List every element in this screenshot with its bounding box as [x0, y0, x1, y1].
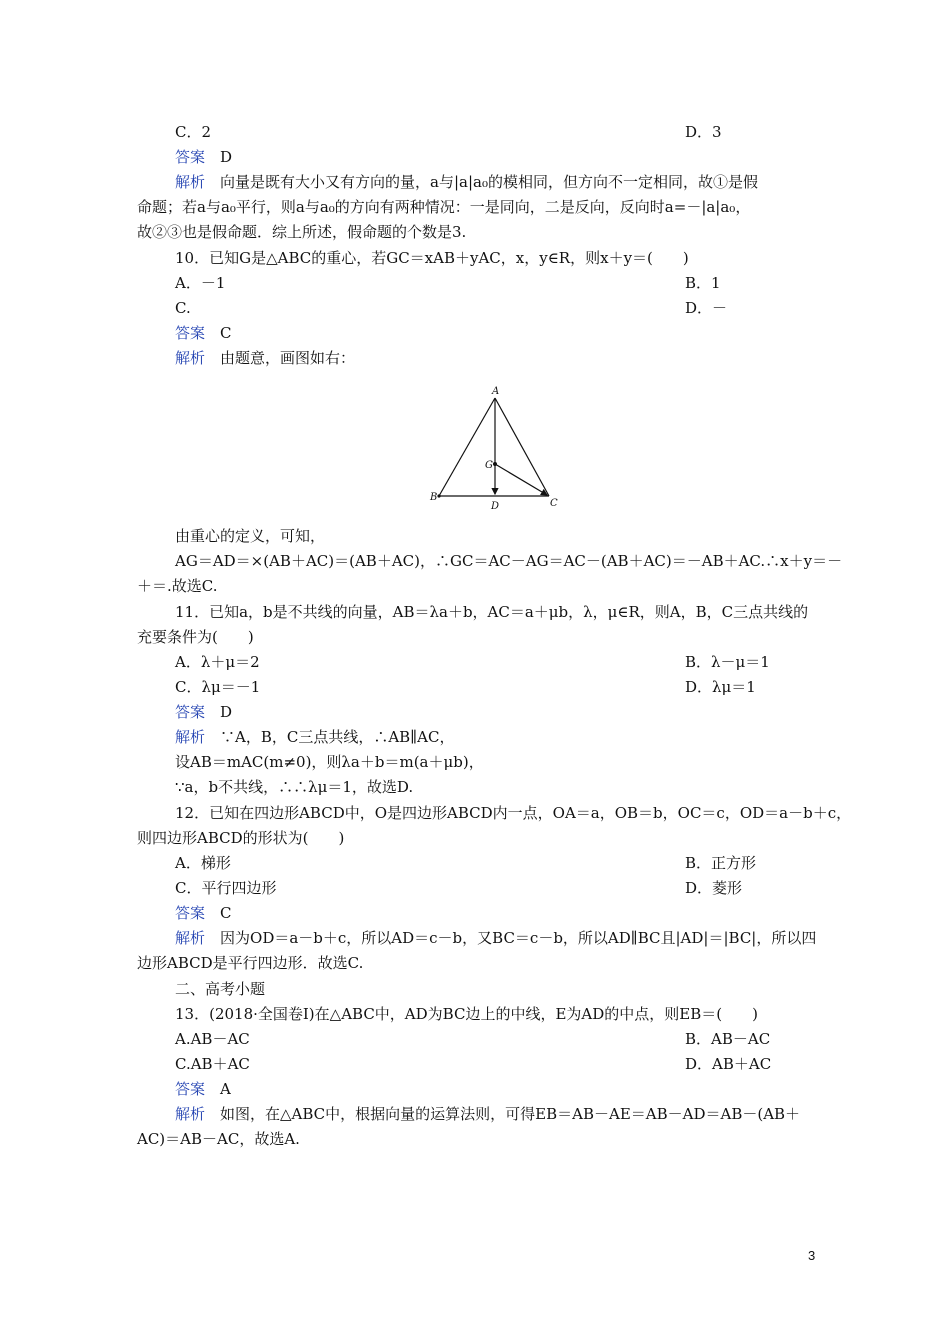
question-10: 10．已知G是△ABC的重心，若GC＝xAB＋yAC，x，y∈R，则x＋y＝( ) [175, 249, 689, 267]
answer-text: 答案 A [175, 1080, 231, 1098]
answer-text: 答案 D [175, 703, 233, 721]
option-a: A．－1 [175, 274, 226, 292]
answer-text: 答案 C [175, 904, 232, 922]
analysis-label: 解析 [175, 349, 206, 367]
answer-9 [175, 145, 855, 169]
analysis-9-line3: 故②③也是假命题．综上所述，假命题的个数是3. [137, 223, 467, 241]
section-heading: 二、高考小题 [175, 980, 266, 998]
option-a: A．梯形 [175, 854, 231, 872]
triangle-centroid-figure [421, 379, 567, 521]
label-c: C [550, 498, 558, 509]
option-c: C.AB＋AC [175, 1055, 250, 1073]
option-c: C．2 [175, 123, 212, 141]
option-c: C．λμ＝－1 [175, 678, 261, 696]
options-row-13cd [175, 1052, 855, 1076]
option-d: D．λμ＝1 [685, 678, 756, 696]
answer-text: 答案 C [175, 324, 232, 342]
analysis-13-line2: AC)＝AB－AC，故选A. [137, 1130, 300, 1148]
options-row-10ab [175, 271, 855, 295]
analysis-label: 解析 [175, 728, 206, 746]
options-row-12cd [175, 876, 855, 900]
side-ac [495, 398, 549, 496]
option-a: A.AB－AC [175, 1030, 250, 1048]
answer-label: 答案 [175, 1080, 206, 1098]
question-12-line2: 则四边形ABCD的形状为( ) [137, 829, 345, 847]
option-c: C. [175, 299, 191, 317]
analysis-label: 解析 [175, 173, 206, 191]
question-12-line1: 12．已知在四边形ABCD中，O是四边形ABCD内一点，OA＝a，OB＝b，OC＝c，OD＝a－b＋c， [175, 804, 852, 822]
options-row-13ab [175, 1027, 855, 1051]
label-a: A [492, 386, 500, 397]
answer-13 [175, 1077, 855, 1101]
option-a: A．λ＋μ＝2 [175, 653, 260, 671]
answer-11 [175, 700, 855, 724]
option-d: D．－ [685, 299, 728, 317]
point-b [437, 494, 440, 497]
option-b: B．AB－AC [685, 1030, 771, 1048]
point-g [493, 462, 497, 466]
answer-label: 答案 [175, 904, 206, 922]
answer-label: 答案 [175, 148, 206, 166]
vector-gc [495, 464, 547, 495]
options-row-10cd [175, 296, 855, 320]
question-11-line1: 11．已知a，b是不共线的向量，AB＝λa＋b，AC＝a＋μb，λ，μ∈R，则A，B，C三点共线的 [175, 603, 809, 621]
option-c: C．平行四边形 [175, 879, 277, 897]
options-row-9cd [175, 120, 855, 144]
page-number: 3 [808, 1248, 816, 1263]
analysis-11-line2: 设AB＝mAC(m≠0)，则λa＋b＝m(a＋μb)， [175, 753, 484, 771]
analysis-10-line3: AG＝AD＝×(AB＋AC)＝(AB＋AC)，∴GC＝AC－AG＝AC－(AB＋AC)＝－AB＋AC.∴x＋y＝－ [175, 552, 843, 570]
analysis-10-line2: 由重心的定义，可知， [175, 527, 326, 545]
answer-label: 答案 [175, 324, 206, 342]
analysis-10-line4: ＋＝.故选C. [137, 577, 218, 595]
answer-10 [175, 321, 855, 345]
option-d: D．3 [685, 123, 722, 141]
option-d: D．AB＋AC [685, 1055, 772, 1073]
option-b: B．1 [685, 274, 721, 292]
options-row-11ab [175, 650, 855, 674]
label-g: G [485, 460, 493, 471]
analysis-9-line1: 解析 向量是既有大小又有方向的量，a与|a|a₀的模相同，但方向不一定相同，故①是假 [175, 173, 758, 191]
analysis-12-line2: 边形ABCD是平行四边形．故选C. [137, 954, 364, 972]
analysis-10-line1: 解析 由题意，画图如右： [175, 349, 356, 367]
answer-text: 答案 D [175, 148, 233, 166]
side-ab [439, 398, 495, 496]
analysis-label: 解析 [175, 1105, 206, 1123]
analysis-12-line1: 解析 因为OD＝a－b＋c，所以AD＝c－b，又BC＝c－b，所以AD∥BC且|AD|＝|BC|，所以四 [175, 929, 817, 947]
option-b: B．正方形 [685, 854, 757, 872]
analysis-11-line3: ∵a，b不共线，∴∴λμ＝1，故选D. [175, 778, 414, 796]
options-row-11cd [175, 675, 855, 699]
question-11-line2: 充要条件为( ) [137, 628, 254, 646]
answer-12 [175, 901, 855, 925]
question-13: 13．(2018·全国卷Ⅰ)在△ABC中，AD为BC边上的中线，E为AD的中点，则EB＝( ) [175, 1005, 758, 1023]
answer-label: 答案 [175, 703, 206, 721]
options-row-12ab [175, 851, 855, 875]
analysis-13-line1: 解析 如图，在△ABC中，根据向量的运算法则，可得EB＝AB－AE＝AB－AD＝AB－(AB＋ [175, 1105, 801, 1123]
option-d: D．菱形 [685, 879, 743, 897]
label-d: D [491, 501, 500, 512]
analysis-9-line2: 命题；若a与a₀平行，则a与a₀的方向有两种情况：一是同向，二是反向，反向时a=－|a|a₀， [137, 198, 751, 216]
option-b: B．λ－μ＝1 [685, 653, 770, 671]
analysis-11-line1: 解析 ∵A，B，C三点共线，∴AB∥AC， [175, 728, 455, 746]
label-b: B [430, 492, 438, 503]
analysis-label: 解析 [175, 929, 206, 947]
